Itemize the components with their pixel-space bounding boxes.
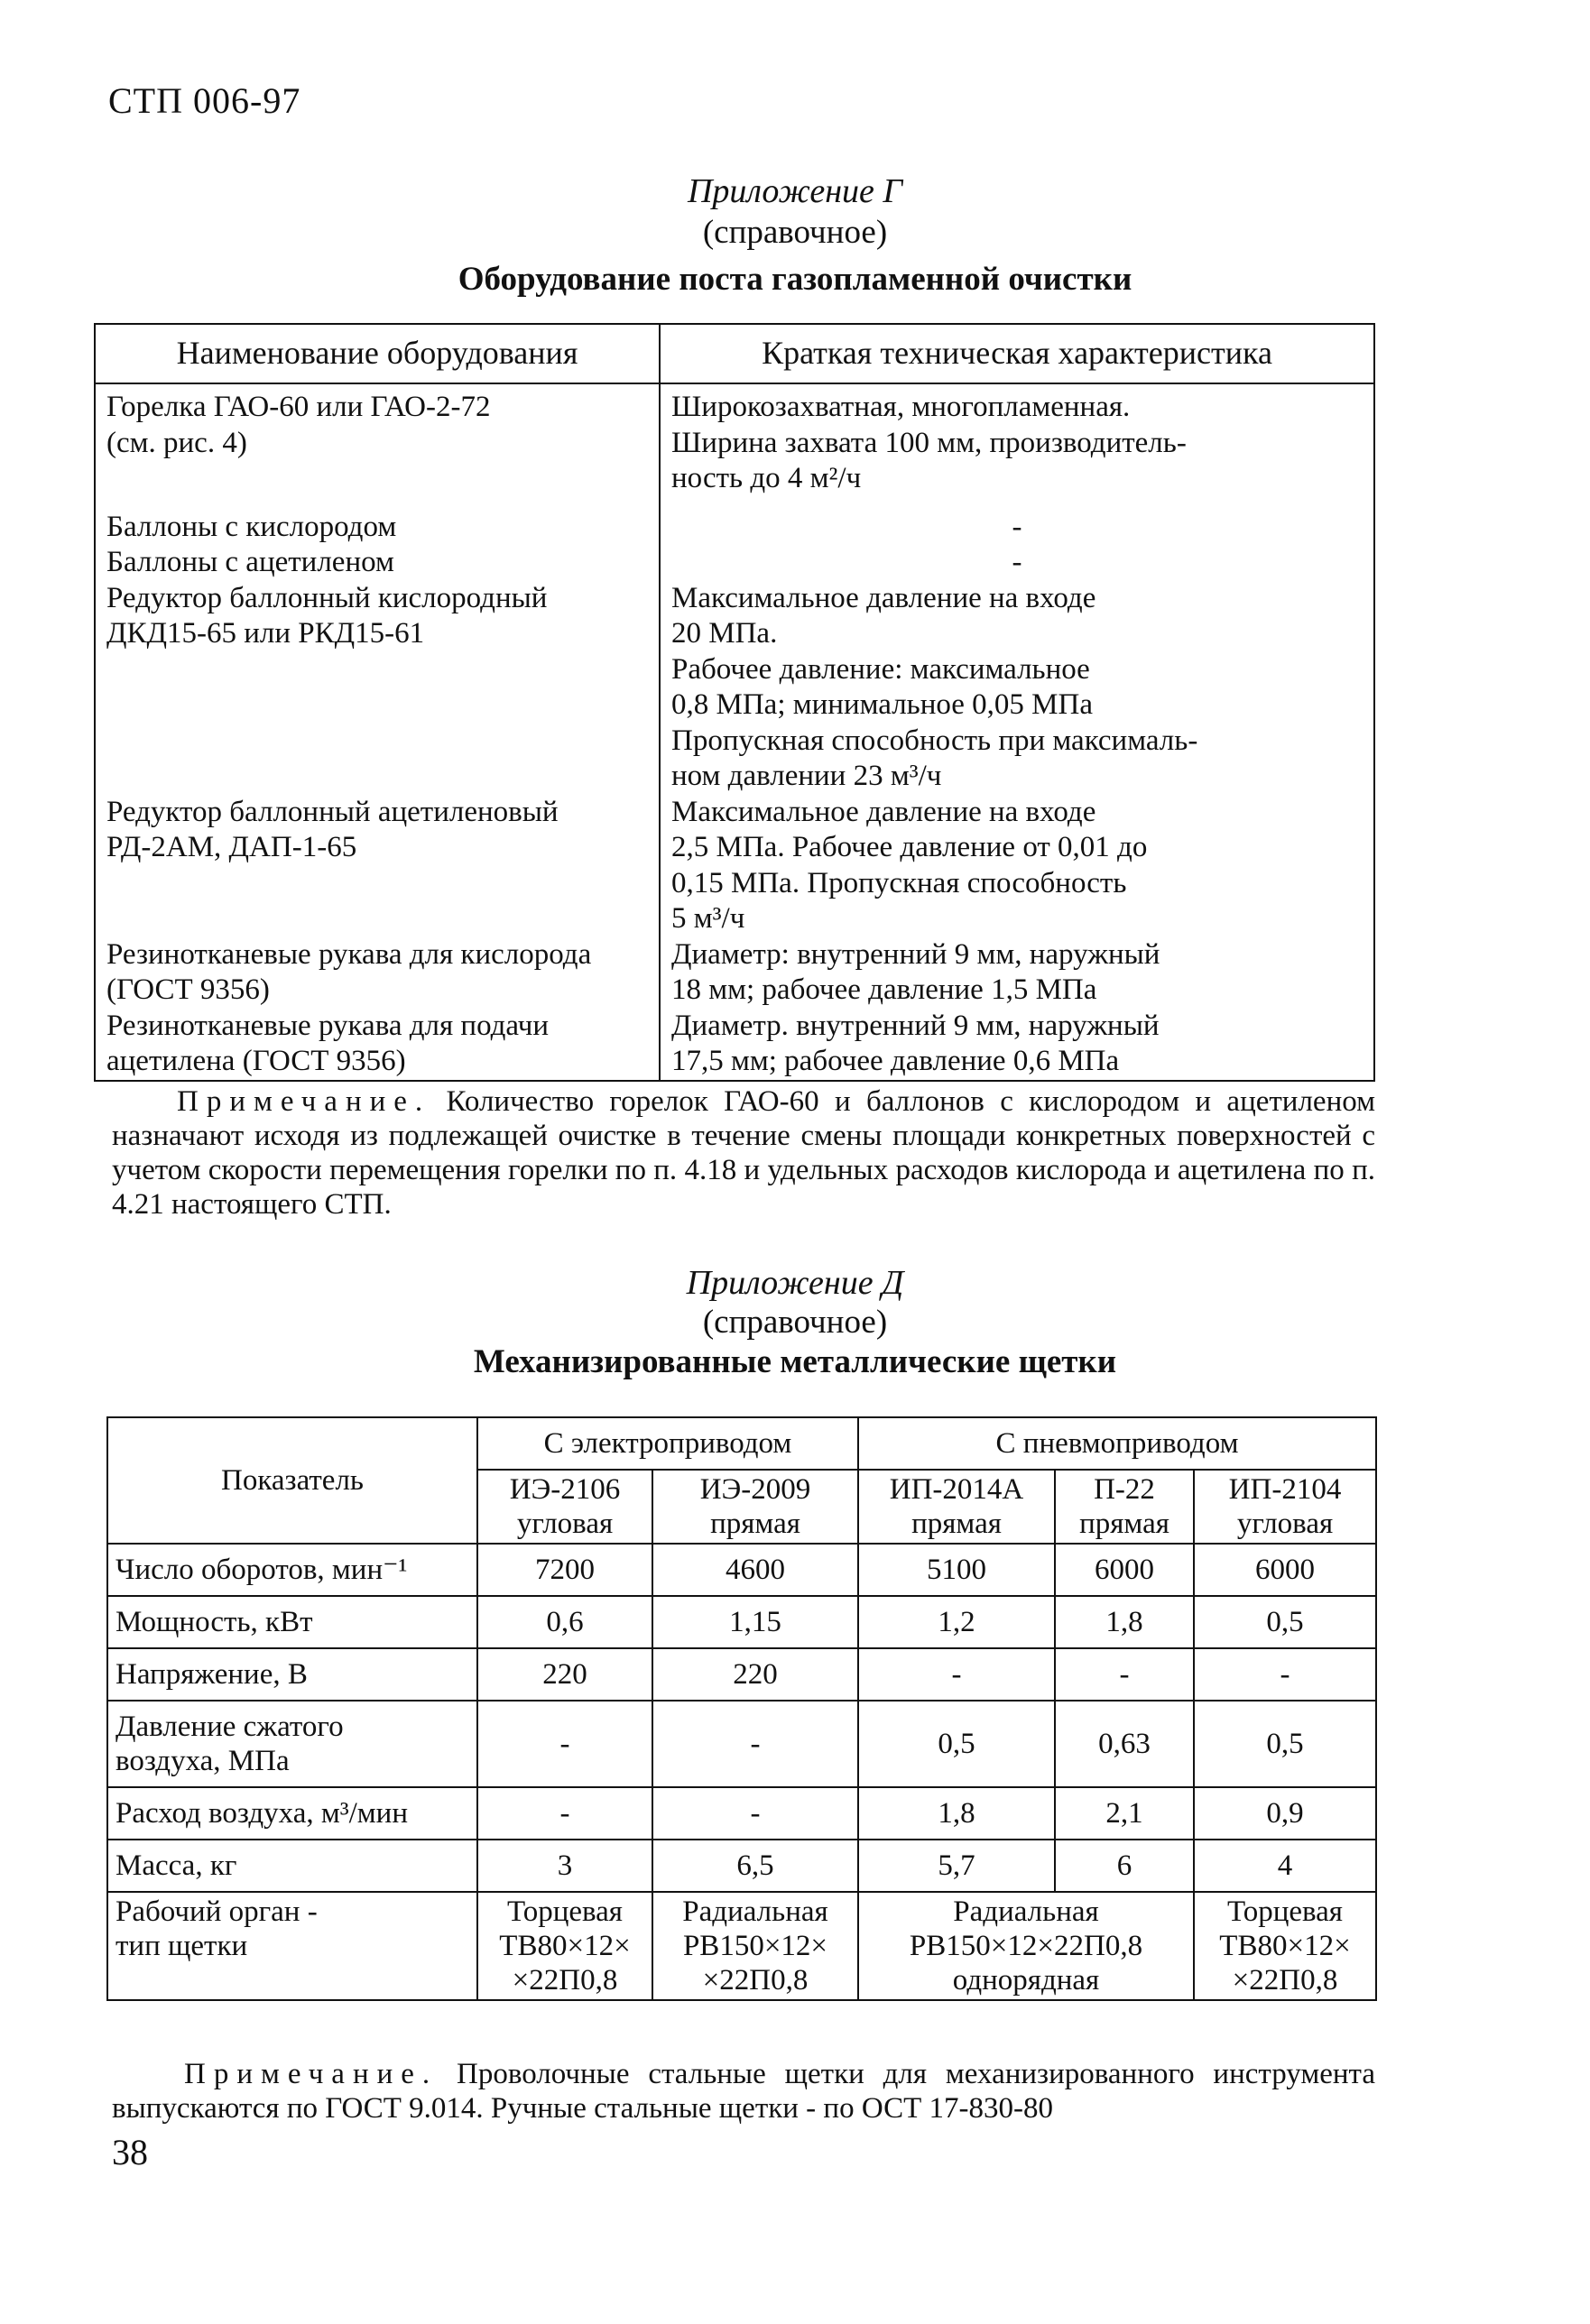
param-label: Мощность, кВт xyxy=(107,1596,477,1648)
equipment-name: Горелка ГАО-60 или ГАО-2-72 (см. рис. 4) xyxy=(95,383,660,497)
table-row xyxy=(95,581,1374,795)
appendix-d-subtitle: (справочное) xyxy=(702,1304,888,1341)
table-row xyxy=(107,1840,1376,1892)
value-cell: 1,8 xyxy=(858,1787,1055,1840)
note-text: Количество горелок ГАО-60 и баллонов с кислородом и ацетиленом назначают исходя из подлежащей очистке в течение смены площади конкретных поверхностей с учетом скорости перемещения горелки по п. 4.18 и удельных расходов кислорода и ацетилена по п. 4.21 настоящего СТП. xyxy=(112,1085,1375,1221)
param-label: Число оборотов, мин⁻¹ xyxy=(107,1544,477,1596)
appendix-d-title: Приложение Д xyxy=(686,1264,904,1302)
appendix-g-subtitle: (справочное) xyxy=(702,214,888,251)
value-cell: - xyxy=(477,1787,652,1840)
table-row xyxy=(95,1009,1374,1081)
value-cell: 0,9 xyxy=(1194,1787,1376,1840)
table-row xyxy=(107,1701,1376,1787)
equipment-desc: Максимальное давление на входе 20 МПа. Рабочее давление: максимальное 0,8 МПа; минимальное 0,05 МПа Пропускная способность при максималь- ном давлении 23 м³/ч xyxy=(660,581,1374,795)
table-row xyxy=(107,1596,1376,1648)
value-cell: 220 xyxy=(652,1648,858,1701)
group-header-electric: С электроприводом xyxy=(477,1417,858,1470)
brushes-table xyxy=(106,1416,1377,2001)
table-row xyxy=(95,545,1374,581)
note-text: Проволочные стальные щетки для механизированного инструмента выпускаются по ГОСТ 9.014. Ручные стальные щетки - по ОСТ 17-830-80 xyxy=(112,2058,1376,2125)
value-cell: 0,6 xyxy=(477,1596,652,1648)
value-cell: - xyxy=(858,1648,1055,1701)
column-header: Краткая техническая характеристика xyxy=(660,324,1374,383)
value-cell: 6000 xyxy=(1194,1544,1376,1596)
column-header: Наименование оборудования xyxy=(95,324,660,383)
value-cell: Радиальная РВ150×12× ×22П0,8 xyxy=(652,1892,858,2000)
equipment-name: Баллоны с ацетиленом xyxy=(95,545,660,581)
appendix-d-note xyxy=(112,2057,1375,2126)
value-cell: - xyxy=(652,1787,858,1840)
table-row xyxy=(95,383,1374,497)
appendix-d-heading: Механизированные металлические щетки xyxy=(473,1343,1117,1380)
value-cell: Торцевая ТВ80×12× ×22П0,8 xyxy=(1194,1892,1376,2000)
value-cell: - xyxy=(477,1701,652,1787)
value-cell: - xyxy=(652,1701,858,1787)
model-header: ИП-2104 угловая xyxy=(1194,1470,1376,1544)
value-cell: 2,1 xyxy=(1055,1787,1194,1840)
value-cell: Радиальная РВ150×12×22П0,8 однорядная xyxy=(858,1892,1194,2000)
value-cell: 3 xyxy=(477,1840,652,1892)
value-cell: 0,5 xyxy=(1194,1596,1376,1648)
model-header: ИЭ-2106 угловая xyxy=(477,1470,652,1544)
value-cell: 220 xyxy=(477,1648,652,1701)
model-header: ИП-2014А прямая xyxy=(858,1470,1055,1544)
value-cell: Торцевая ТВ80×12× ×22П0,8 xyxy=(477,1892,652,2000)
note-label: Примечание. xyxy=(177,1085,431,1118)
appendix-g-heading: Оборудование поста газопламенной очистки xyxy=(458,261,1132,298)
equipment-table xyxy=(94,323,1375,1082)
param-label: Масса, кг xyxy=(107,1840,477,1892)
table-row xyxy=(107,1648,1376,1701)
value-cell: 4 xyxy=(1194,1840,1376,1892)
equipment-name: Резинотканевые рукава для подачи ацетилена (ГОСТ 9356) xyxy=(95,1009,660,1081)
param-label: Напряжение, В xyxy=(107,1648,477,1701)
equipment-desc: Широкозахватная, многопламенная. Ширина захвата 100 мм, производитель- ность до 4 м²/ч xyxy=(660,383,1374,497)
appendix-g-note xyxy=(112,1084,1375,1222)
group-header-pneumatic: С пневмоприводом xyxy=(858,1417,1376,1470)
value-cell: 0,5 xyxy=(1194,1701,1376,1787)
equipment-desc: Диаметр. внутренний 9 мм, наружный 17,5 мм; рабочее давление 0,6 МПа xyxy=(660,1009,1374,1081)
table-row xyxy=(107,1892,1376,2000)
value-cell: 5,7 xyxy=(858,1840,1055,1892)
value-cell: 6000 xyxy=(1055,1544,1194,1596)
table-row xyxy=(107,1787,1376,1840)
equipment-name: Редуктор баллонный ацетиленовый РД-2АМ, ДАП-1-65 xyxy=(95,795,660,937)
table-row xyxy=(107,1544,1376,1596)
value-cell: 7200 xyxy=(477,1544,652,1596)
appendix-g-title: Приложение Г xyxy=(687,172,903,210)
param-column-header: Показатель xyxy=(107,1417,477,1544)
model-header: ИЭ-2009 прямая xyxy=(652,1470,858,1544)
equipment-desc: - xyxy=(660,545,1374,581)
note-label: Примечание. xyxy=(184,2058,439,2090)
table-row xyxy=(95,937,1374,1009)
value-cell: - xyxy=(1194,1648,1376,1701)
value-cell: 0,63 xyxy=(1055,1701,1194,1787)
value-cell: 1,15 xyxy=(652,1596,858,1648)
equipment-desc: Диаметр: внутренний 9 мм, наружный 18 мм; рабочее давление 1,5 МПа xyxy=(660,937,1374,1009)
value-cell: 1,8 xyxy=(1055,1596,1194,1648)
param-label: Расход воздуха, м³/мин xyxy=(107,1787,477,1840)
value-cell: 6,5 xyxy=(652,1840,858,1892)
equipment-name: Баллоны с кислородом xyxy=(95,497,660,546)
param-label: Рабочий орган - тип щетки xyxy=(107,1892,477,2000)
table-row xyxy=(95,497,1374,546)
value-cell: 0,5 xyxy=(858,1701,1055,1787)
equipment-name: Резинотканевые рукава для кислорода (ГОСТ 9356) xyxy=(95,937,660,1009)
param-label: Давление сжатого воздуха, МПа xyxy=(107,1701,477,1787)
table-row xyxy=(95,795,1374,937)
page-number: 38 xyxy=(112,2132,148,2172)
model-header: П-22 прямая xyxy=(1055,1470,1194,1544)
equipment-name: Редуктор баллонный кислородный ДКД15-65 или РКД15-61 xyxy=(95,581,660,795)
document-code: СТП 006-97 xyxy=(108,80,301,121)
value-cell: 1,2 xyxy=(858,1596,1055,1648)
value-cell: - xyxy=(1055,1648,1194,1701)
equipment-desc: - xyxy=(660,497,1374,546)
value-cell: 4600 xyxy=(652,1544,858,1596)
value-cell: 5100 xyxy=(858,1544,1055,1596)
equipment-desc: Максимальное давление на входе 2,5 МПа. Рабочее давление от 0,01 до 0,15 МПа. Пропускная способность 5 м³/ч xyxy=(660,795,1374,937)
value-cell: 6 xyxy=(1055,1840,1194,1892)
